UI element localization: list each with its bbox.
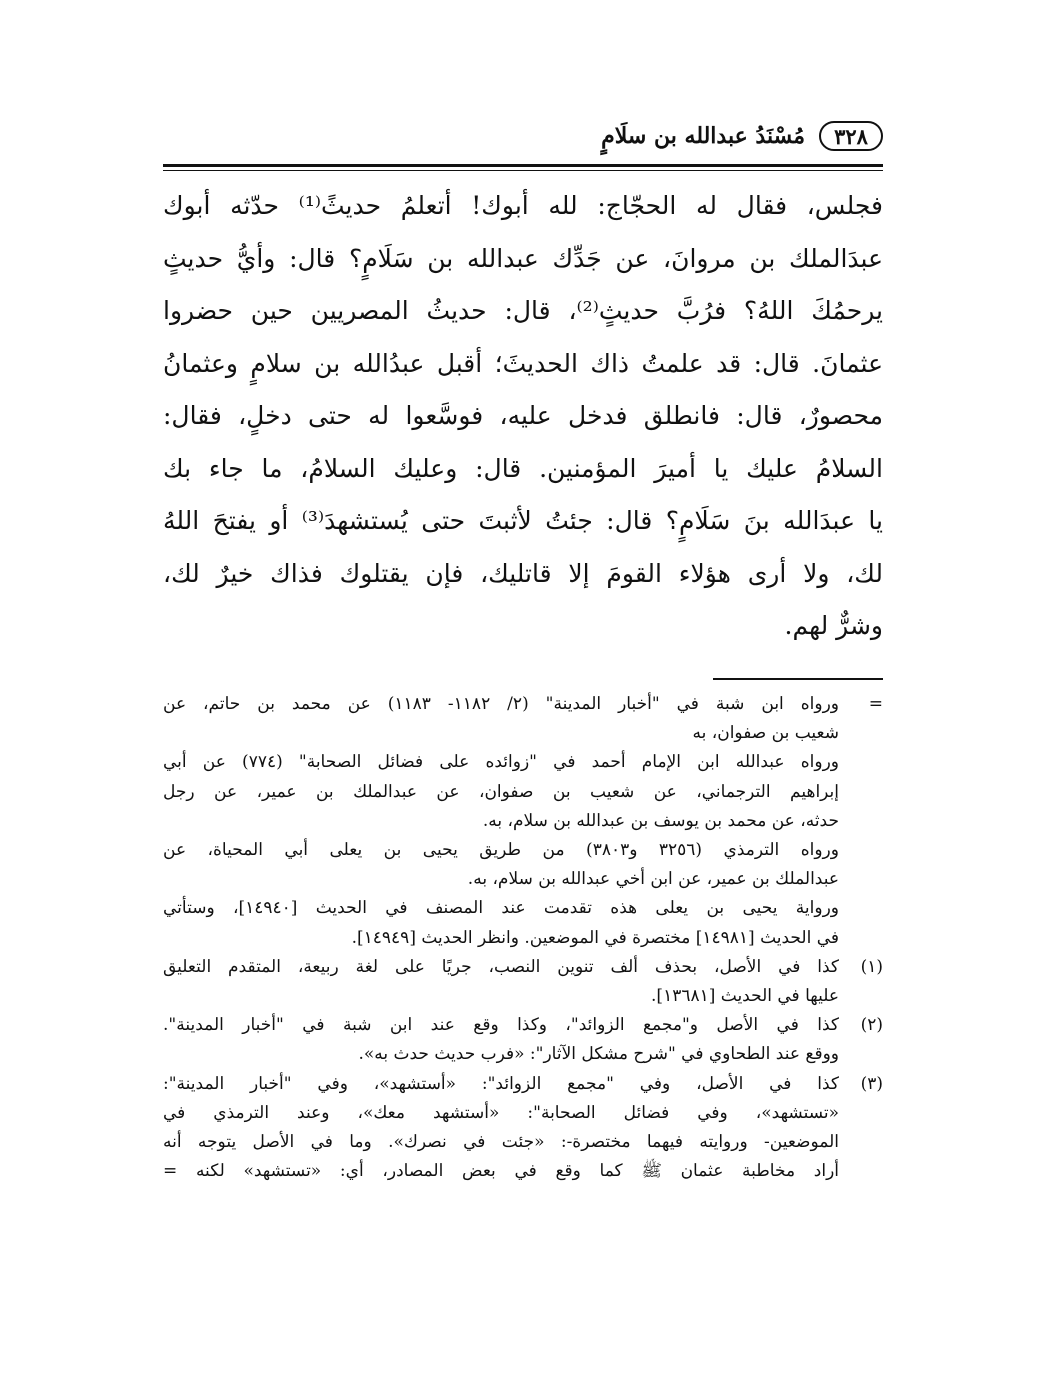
- footnote-line: إبراهيم الترجماني، عن شعيب بن صفوان، عن عبدالملك بن عمير، عن رجل: [163, 781, 839, 802]
- footnote-body: [163, 1011, 839, 1069]
- footnote-line: ورواية يحيى بن يعلى هذه تقدمت عند المصنف في الحديث [١٤٩٤٠]، وستأتي: [163, 898, 839, 919]
- footnote-line: في الحديث [١٤٩٨١] مختصرة في الموضعين. وانظر الحديث [١٤٩٤٩].: [351, 927, 839, 948]
- footnote-line: عليها في الحديث [١٣٦٨١].: [651, 986, 839, 1007]
- footnote-line: كذا في الأصل، بحذف ألف تنوين النصب، جريًا على لغة ربيعة، المتقدم التعليق: [163, 956, 839, 977]
- main-text-line: عثمانَ. قال: قد علمتُ ذاك الحديثَ؛ أقبل عبدُالله بن سلامٍ وعثمانُ: [163, 348, 883, 378]
- footnote-line: ووقع عند الطحاوي في "شرح مشكل الآثار": «فرب حديث حدث به».: [358, 1044, 839, 1065]
- footnotes: [163, 690, 883, 1186]
- footnote-body: [163, 1070, 839, 1187]
- main-text-line: لك، ولا أرى هؤلاء القومَ إلا قاتليك، فإن يقتلوك فذاك خيرٌ لك،: [163, 558, 883, 588]
- footnote-1: [163, 953, 883, 1011]
- footnote-line: الموضعين- وروايته فيهما مختصرة-: «جئت في نصرك». وما في الأصل يتوجه أنه: [163, 1132, 839, 1153]
- running-title: مُسْنَدُ عبدالله بن سلَامٍ: [601, 123, 805, 149]
- page-number: ٣٢٨: [819, 121, 883, 151]
- footnote-line: ورواه ابن شبة في "أخبار المدينة" (٢/ ١١٨٢- ١١٨٣) عن محمد بن حاتم، عن: [163, 694, 839, 714]
- footnote-line: كذا في الأصل، وفي "مجمع الزوائد": «أستشهد»، وفي "أخبار المدينة":: [163, 1073, 839, 1094]
- footnote-marker: (٢): [860, 1015, 883, 1036]
- footnote-line: عبدالملك بن عمير، عن ابن أخي عبدالله بن سلام، به.: [467, 869, 839, 890]
- footnote-line: كذا في الأصل و"مجمع الزوائد"، وكذا وقع عند ابن شبة في "أخبار المدينة".: [163, 1015, 839, 1036]
- main-text-line: وشرٌّ لهم.: [784, 611, 883, 640]
- book-page: [163, 100, 883, 1300]
- footnote-separator: [713, 678, 883, 680]
- footnote-line: ورواه عبدالله ابن الإمام أحمد في "زوائده على فضائل الصحابة" (٧٧٤) عن أبي: [163, 752, 839, 773]
- footnote-line: حدثه، عن محمد بن يوسف بن عبدالله بن سلام، به.: [482, 810, 839, 831]
- main-text-line: يا عبدَالله بنَ سَلَامٍ؟ قال: جئتُ لأثبتَ حتى يُستشهدَ⁽³⁾ أو يفتحَ اللهُ: [163, 506, 883, 535]
- footnote-marker: (١): [860, 956, 883, 977]
- footnote-body: [163, 953, 839, 1011]
- footnote-line: شعيب بن صفوان، به: [692, 723, 839, 744]
- footnote-line: أراد مخاطبة عثمان ﷺ كما وقع في بعض المصادر، أي: «تستشهد» لكنه =: [163, 1161, 839, 1182]
- main-text-line: محصورٌ، قال: فانطلق فدخل عليه، فوسَّعوا له حتى دخلٍ، فقال:: [163, 401, 883, 430]
- footnote-line: «تستشهد»، وفي فضائل الصحابة": «أستشهد معك»، وعند الترمذي في: [163, 1102, 839, 1123]
- footnote-3: [163, 1070, 883, 1187]
- footnote-marker: =: [868, 694, 883, 714]
- header-rule-thin: [163, 170, 883, 171]
- footnote-marker: (٣): [860, 1073, 883, 1094]
- header-rule: [163, 164, 883, 167]
- main-text: [163, 180, 883, 653]
- footnote-2: [163, 1011, 883, 1069]
- main-text-line: فجلس، فقال له الحجّاج: لله أبوك! أتعلمُ حديثً⁽¹⁾ حدّثه أبوك: [163, 191, 883, 220]
- footnote-line: ورواه الترمذي (٣٢٥٦ و٣٨٠٣) من طريق يحيى بن يعلى أبي المحياة، عن: [163, 840, 839, 861]
- page-header: [163, 116, 883, 156]
- main-text-line: يرحمُكَ اللهُ؟ فرُبَّ حديثٍ⁽²⁾، قال: حديثُ المصريين حين حضروا: [163, 296, 883, 325]
- main-text-line: عبدَالملك بن مروانَ، عن جَدِّك عبدالله بن سَلَامٍ؟ قال: وأيُّ حديثٍ: [163, 243, 883, 273]
- footnote-continuation: [163, 690, 883, 953]
- main-text-line: السلامُ عليك يا أميرَ المؤمنين. قال: وعليك السلامُ، ما جاء بك: [163, 453, 883, 483]
- footnote-body: [163, 690, 839, 953]
